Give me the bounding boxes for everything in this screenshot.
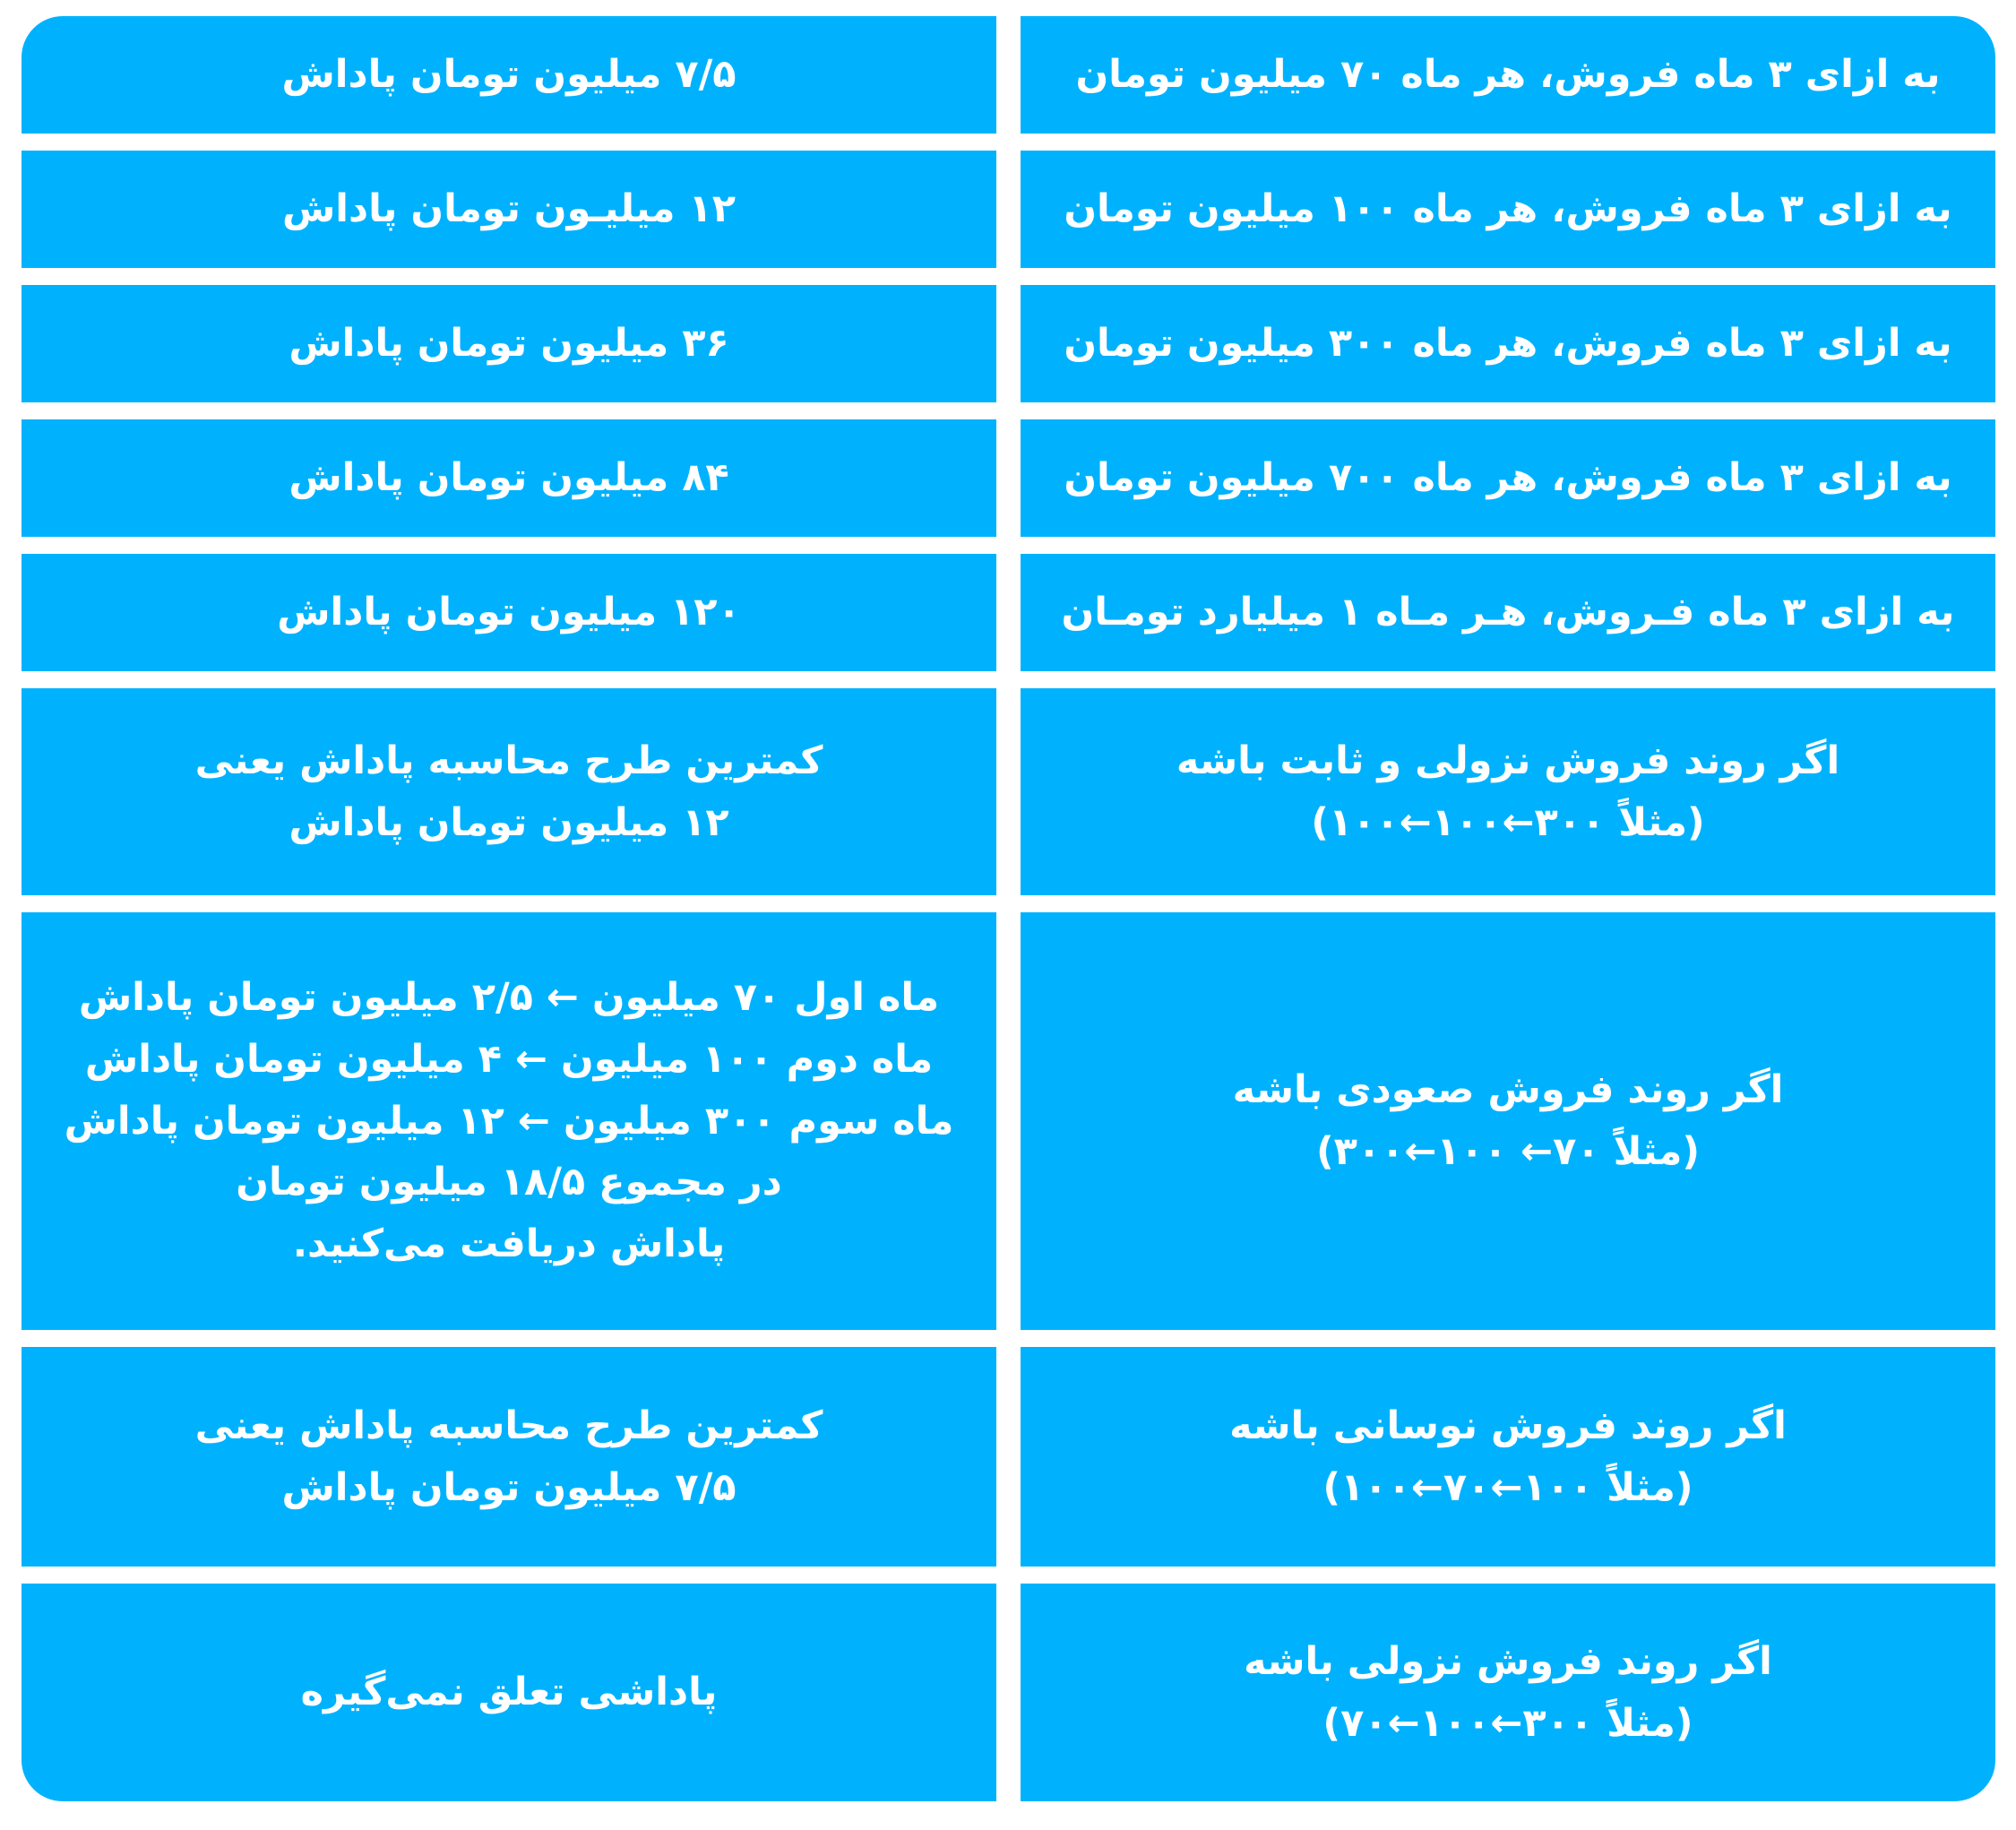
reward-text: ۱۲ میلیـون تومان پاداش	[281, 186, 737, 232]
condition-cell	[1021, 1584, 1995, 1801]
reward-text: کمترین طرح محاسبه پاداش یعنی ۱۲ میلیون تومان پاداش	[194, 738, 823, 845]
condition-text: اگر روند فروش صعودی باشه (مثلاً ۷۰← ۱۰۰←۳۰۰)	[1232, 1067, 1784, 1174]
condition-cell	[1021, 285, 1995, 402]
reward-cell	[22, 1584, 996, 1801]
reward-text: کمترین طرح محاسبه پاداش یعنی ۷/۵ میلیون تومان پاداش	[194, 1403, 823, 1510]
condition-cell	[1021, 688, 1995, 895]
reward-cell	[22, 688, 996, 895]
reward-text: پاداشی تعلق نمی‌گیره	[300, 1670, 718, 1715]
reward-cell	[22, 554, 996, 671]
condition-text: به ازای ۳ ماه فروش، هر ماه ۷۰ میلیون تومان	[1075, 52, 1941, 98]
condition-text: به ازای ۳ ماه فروش، هر ماه ۷۰۰ میلیون تومان	[1064, 455, 1952, 501]
condition-cell	[1021, 151, 1995, 268]
reward-cell	[22, 16, 996, 134]
reward-text: ماه اول ۷۰ میلیون ← ۲/۵ میلیون تومان پاداش ماه دوم ۱۰۰ میلیون ← ۴ میلیون تومان پاداش ماه سوم ۳۰۰ میلیون ← ۱۲ میلیون تومان پاداش در مجموع ۱۸/۵ میلیون تومان پاداش دریافت می‌کنید.	[64, 975, 954, 1267]
condition-text: به ازای ۳ ماه فروش، هر ماه ۱۰۰ میلیون تومان	[1064, 186, 1952, 232]
reward-text: ۳۶ میلیون تومان پاداش	[289, 321, 729, 367]
condition-text: اگر روند فروش نزولی باشه (مثلاً ۳۰۰←۱۰۰←۷۰)	[1244, 1638, 1772, 1746]
reward-table	[22, 16, 1995, 1808]
reward-cell	[22, 1347, 996, 1567]
condition-text: به ازای ۳ ماه فـروش، هـر مـاه ۱ میلیارد تومـان	[1061, 590, 1955, 635]
condition-text: به ازای ۳ ماه فروش، هر ماه ۳۰۰ میلیون تومان	[1064, 321, 1952, 367]
reward-text: ۸۴ میلیون تومان پاداش	[289, 455, 729, 501]
reward-cell	[22, 912, 996, 1330]
condition-text: اگر روند فروش نوسانی باشه (مثلاً ۱۰۰←۷۰←۱۰۰)	[1229, 1403, 1787, 1510]
condition-cell	[1021, 912, 1995, 1330]
reward-cell	[22, 151, 996, 268]
condition-cell	[1021, 419, 1995, 537]
condition-text: اگر روند فروش نزولی و ثابت باشه (مثلاً ۳۰۰←۱۰۰←۱۰۰)	[1176, 738, 1840, 845]
reward-text: ۷/۵ میلیون تومان پاداش	[281, 52, 737, 98]
reward-cell	[22, 285, 996, 402]
condition-cell	[1021, 1347, 1995, 1567]
condition-cell	[1021, 16, 1995, 134]
reward-text: ۱۲۰ میلیون تومان پاداش	[277, 590, 741, 635]
condition-cell	[1021, 554, 1995, 671]
reward-cell	[22, 419, 996, 537]
